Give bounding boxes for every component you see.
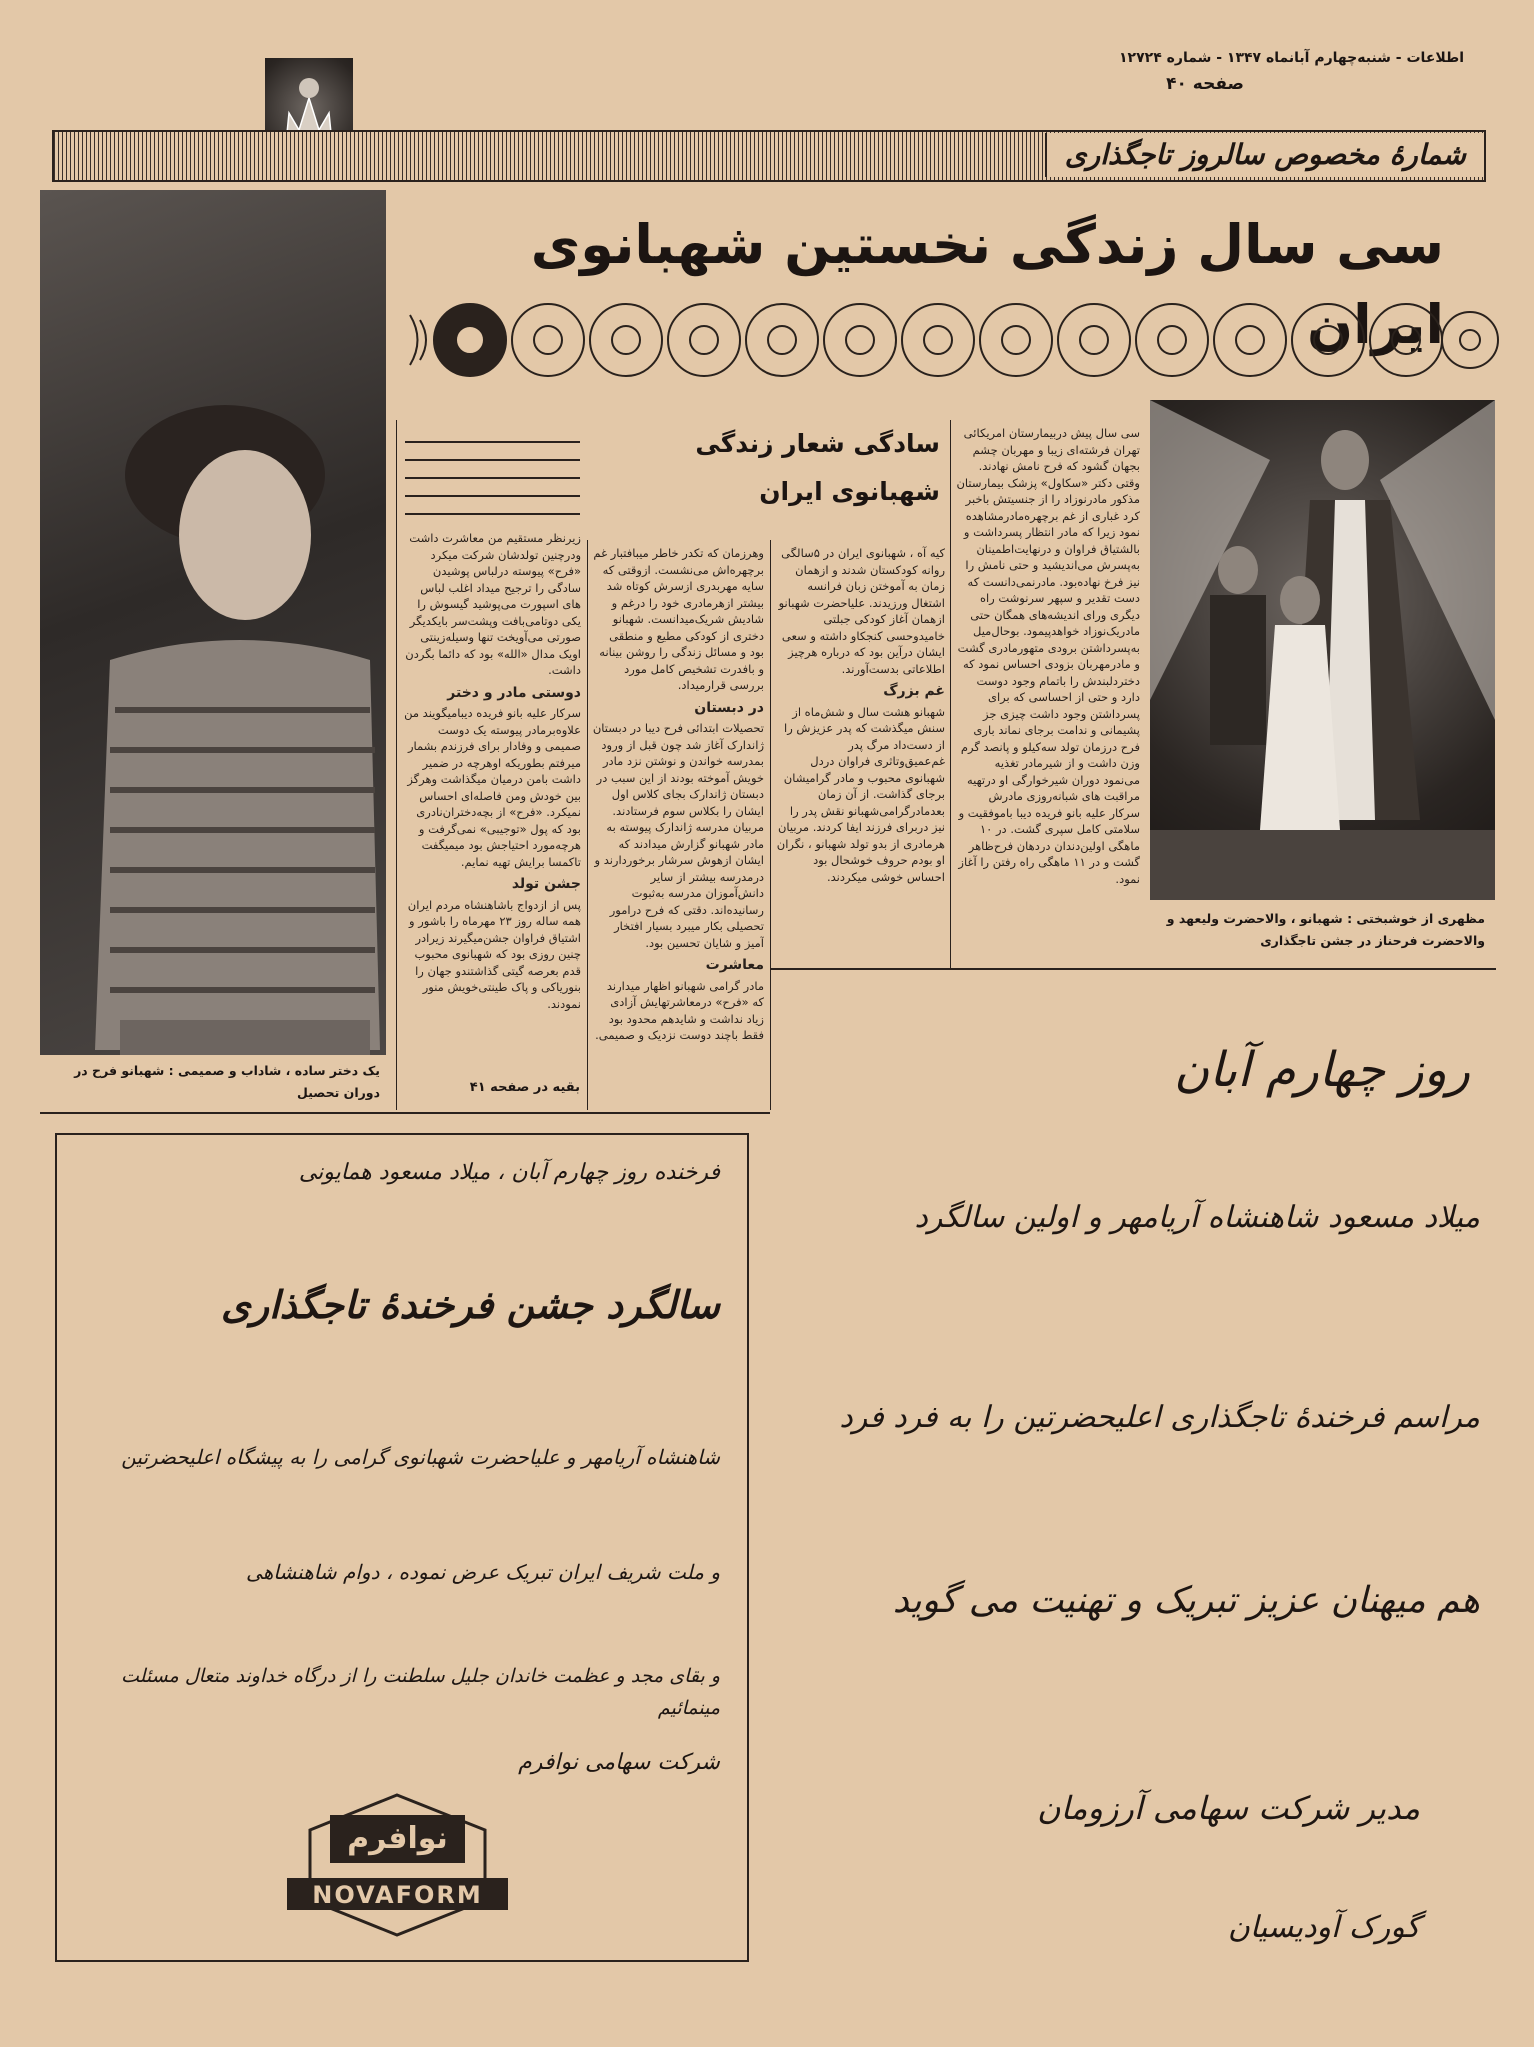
ad-right-line2: میلاد مسعود شاهنشاه آریامهر و اولین سالگرد: [914, 1200, 1480, 1235]
ad-left-line1: فرخنده روز چهارم آبان ، میلاد مسعود همایونی: [298, 1160, 720, 1185]
novaform-logo: [285, 1790, 510, 1940]
col2-subheading: غم بزرگ: [883, 683, 945, 699]
col3-text3: مادر گرامی شهبانو اظهار میدارند که «فرح» درمعاشرتهایش آزادی زیاد نداشت و شایدهم محدود بود فقط باچند دوست نزدیک و صمیمی.: [595, 978, 764, 1042]
article-column-2: [775, 545, 945, 965]
column-rule: [396, 420, 397, 1110]
column-rule: [587, 540, 588, 1110]
article-column-3: [592, 545, 764, 1100]
page-number: صفحه ۴۰: [1166, 74, 1244, 94]
col4-text3: پس از ازدواج باشاهنشاه مردم ایران همه ساله روز ۲۳ مهرماه را باشور و اشتیاق فراوان جشن‌میگیرند زیرادر چنین روزی بود که شهبانوی محبوب قدم بعرصه گیتی گذاشتندو جهان را بنوریاکی و پاک طینتی‌خویش منور نمودند.: [407, 897, 581, 1011]
col2-text: کیه آه ، شهبانوی ایران در ۵سالگی روانه کودکستان شدند و ازهمان زمان به آموختن زبان فرانسه اشتغال ورزیدند. علیاحضرت شهبانو ازهمان آغاز کودکی جبلتی خامیدوحسی کنجکاو داشته و سعی ایشان درآین بود که درباره هرچیز اطلاعاتی بدست‌آورند.: [778, 546, 945, 676]
col1-text: سی سال پیش دربیمارستان امریکائی تهران فرشته‌ای زیبا و مهربان چشم بجهان گشود که فرح نامش نهادند. وقتی دکتر «سکاول» پزشک بیمارستان مذکور مادرنوزاد را از جنسیتش باخبر کرد غباری از غم برچهره‌مادرمشاهده نمود زیرا که مادر انتظار پسرداشت و بالشتیاق فراوان و درنهایت‌اطمینان به‌پسرش می‌اندیشید و حتی نامش را نیز فرخ نهاده‌بود. مادرنمی‌دانست که دست تقدیر و سپهر سرنوشت راه دیگری ورای اندیشه‌های همگان حتی مادریک‌نوزاد خواهد‌پیمود. بوحال‌میل به‌پسرداشتن برودی متهور‌مادری گشت و مادر‌مهربان بزودی احساس نمود که دختردلبندش را باتمام وجود دوست دارد و حتی از احساسی که برای پسرداشتن وجود داشت چیزی جز پشیمانی و ندامت برجای نماند باری فرح درزمان تولد سه‌کیلو و پانصد گرم وزن داشت و از شیرمادر تغذیه می‌نمود دوران شیرخوارگی او درتهیه مراقبت های شبانه‌روزی مادرش سرکار علیه بانو فریده دیبا باموفقیت و سلامتی کامل سپری گشت. در ۱۰ ماهگی اولین‌دندان دردهان فرح‌ظاهر گشت و در ۱۱ ماهگی راه رفتن را آغاز نمود.: [956, 426, 1140, 886]
subheadline: سادگی شعار زندگی شهبانوی ایران: [695, 429, 940, 506]
section-banner-title: شمارهٔ مخصوص سالروز تاجگذاری: [1045, 133, 1484, 177]
left-photo: [40, 190, 386, 1055]
col4-subheading: دوستی مادر و دختر: [447, 684, 581, 701]
headline: سی سال زندگی نخستین شهبانوی ایران: [530, 213, 1444, 356]
ad-left-line4: و بقای مجد و عظمت خاندان جلیل سلطنت را از درگاه خداوند متعال مسئلت مینمائیم: [120, 1665, 720, 1719]
novaform-logo-fa: نوافرم: [330, 1815, 465, 1863]
ad-left-line2: شاهنشاه آریامهر و علیاحضرت شهبانوی گرامی را به پیشگاه اعلیحضرتین: [121, 1445, 720, 1469]
novaform-logo-en: NOVAFORM: [312, 1881, 483, 1909]
col3-text: وهرزمان که تکدر خاطر میبافتبار غم برچهره‌اش می‌نشست. ازوقتی که سایه مهربدری ازسرش کوتاه شد بیشتر ازهرمادری خود را درغم و شادیش شریک‌میدانست. شهبانو دختری از کودکی مطیع و منطقی بود و مسائل زندگی را روشن بینانه و بافدرت تشخیص کامل مورد بررسی قرارمیداد.: [593, 546, 764, 692]
ad-left-title: سالگرد جشن فرخندهٔ تاجگذاری: [220, 1282, 720, 1327]
ad-right-line5: مدیر شرکت سهامی آرزومان: [1037, 1789, 1420, 1827]
ad-right-line6: گورک آودیسیان: [1227, 1910, 1420, 1945]
royal-family-illustration: [1150, 400, 1495, 900]
right-photo-caption: مظهری از خوشبختی : شهبانو ، والاحضرت ولیعهد و والاحضرت فرحناز در جشن تاجگذاری: [1166, 911, 1485, 948]
lined-box: [405, 425, 580, 515]
article-bottom-rule: [770, 968, 1496, 970]
right-photo: [1150, 400, 1495, 900]
col3-subheading: در دبستان: [694, 699, 764, 716]
article-bottom-rule: [40, 1112, 770, 1114]
column-rule: [770, 540, 771, 1110]
novaform-logo-mark: [285, 1790, 510, 1940]
col4-subheading-2: جشن تولد: [511, 876, 581, 892]
col4-text: زیرنظر مستقیم من معاشرت داشت ودرچنین تولدشان شرکت میکرد «فرح» پیوسته درلباس پوشیدن سادگی را ترجیح میداد اغلب لباس های اسپورت می‌پوشید گیسوش را یکی دوتامی‌بافت وپشت‌سر بایکدیگر صورتی می‌آویخت تنها وسیله‌زینتی اویک مدال «الله» بود که دائما بگردن داشت.: [405, 531, 581, 677]
ad-right-line1: روز چهارم آبان: [1174, 1042, 1470, 1098]
flower-ornament-row: [400, 300, 1500, 380]
col3-subheading-2: معاشرت: [705, 957, 764, 973]
col4-text2: سرکار علیه بانو فریده دیبامیگویند من علاوه‌برمادر پیوسته یک دوست صمیمی و وفادار برای فرزندم بشمار میرفتم بطوریکه اوهرچه در ضمیر داشت بامن درمیان میگذاشت وهرگز بین خودش ومن فاصله‌ای احساس نمیکرد. «فرح» از بچه‌دختران‌نادری بود که پول «توجیبی» نمی‌گرفت و هرچه‌مورد احتیاجش بود میمیگفت تاکمسا برایش تهیه نمایم.: [404, 706, 581, 869]
ad-right-line3: مراسم فرخندهٔ تاجگذاری اعلیحضرتین را به فرد فرد: [839, 1400, 1480, 1435]
ad-left-line3: و ملت شریف ایران تبریک عرض نموده ، دوام شاهنشاهی: [246, 1560, 720, 1584]
col3-text2: تحصیلات ابتدائی فرح دیبا در دبستان ژاندارک آغاز شد چون قبل از ورود بمدرسه خواندن و نوشتن نزد مادر خویش آموخته بودند از این سبب در دبستان ژاندارک بجای کلاس اول ایشان را بکلاس سوم فرستادند. مربیان مدرسه ژاندارک پیوسته به مادر شهبانو گزارش میدادند که ایشان ازهوش سرشار برخوردارند و درمدرسه بیشتر از سایر دانش‌آموزان مدرسه به‌ثبوت رسانیده‌اند. دقتی که فرح درامور تحصیلی بکار میبرد بسیار افتخار آمیز و شایان تحسین بود.: [592, 721, 764, 950]
col2-text2: شهبانو هشت سال و شش‌ماه از سنش میگذشت که پدر عزیزش را از دست‌داد مرگ پدر غم‌عمیق‌وتاثری فراوان دردل شهبانوی محبوب و مادر گرامیشان برجای گذاشت. از آن زمان بعدمادرگرامی‌شهبانو نقش پدر را نیز دربرای فرزند ایفا کردند. مربیان هرمادری از بدو تولد شهبانو ، نگران او بودم حروف خوشحال بود احساس خوشی میکردند.: [776, 704, 945, 884]
article-column-4: [401, 530, 581, 1075]
article-column-1: [955, 425, 1140, 965]
ad-left-signature: شرکت سهامی نوافرم: [518, 1750, 720, 1775]
ad-right-line4: هم میهنان عزیز تبریک و تهنیت می گوید: [892, 1580, 1480, 1621]
left-photo-caption: یک دختر ساده ، شاداب و صمیمی : شهبانو فرح در دوران تحصیل: [74, 1063, 380, 1100]
column-rule: [950, 420, 951, 970]
continued-note: بقیه در صفحه ۴۱: [469, 1080, 580, 1095]
girl-portrait-illustration: [40, 190, 386, 1055]
header-line: اطلاعات - شنبه‌چهارم آبانماه ۱۳۴۷ - شماره ۱۲۷۲۴: [1119, 50, 1464, 66]
